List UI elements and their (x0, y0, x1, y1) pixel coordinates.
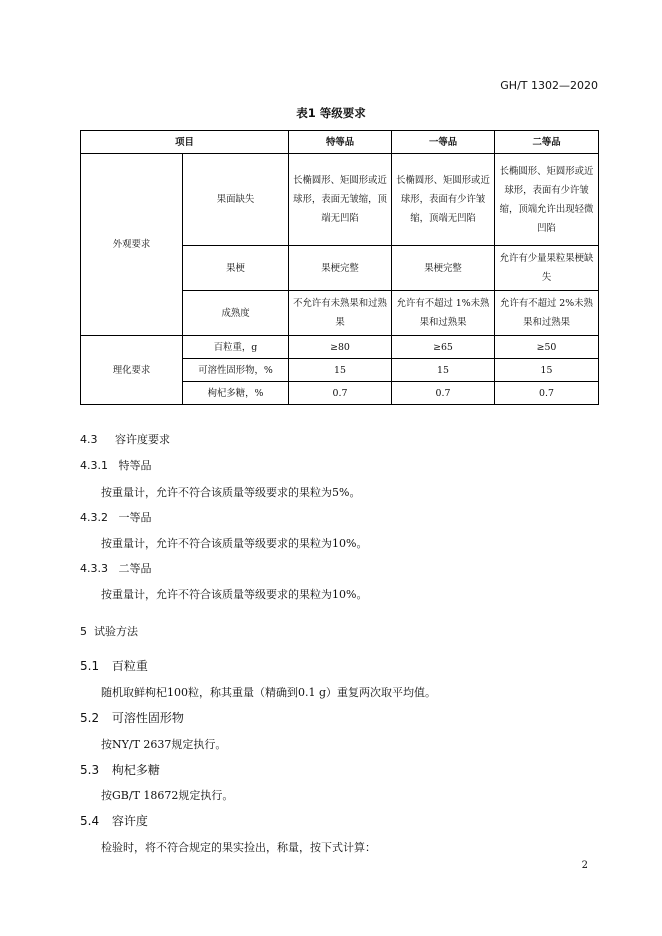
section-5-4-text: 检验时，将不符合规定的果实捡出，称量，按下式计算： (101, 841, 376, 854)
document-code: GH/T 1302—2020 (500, 79, 598, 92)
section-5-2-heading (80, 709, 184, 726)
section-5-heading (80, 623, 138, 639)
cell: ≥50 (495, 336, 599, 359)
cell: 15 (495, 359, 599, 382)
section-title: 特等品 (118, 459, 152, 472)
row-name: 百粒重，g (183, 336, 289, 359)
section-number: 5.3 (80, 763, 100, 777)
section-number: 5.4 (80, 814, 100, 828)
section-number: 5.2 (80, 711, 100, 725)
table-title: 表1 等级要求 (296, 106, 366, 120)
section-number: 5 (80, 625, 87, 638)
section-number: 4.3.1 (80, 459, 108, 472)
group-appearance: 外观要求 (81, 154, 183, 336)
cell: 果梗完整 (392, 246, 495, 291)
section-number: 5.1 (80, 659, 100, 673)
row-name: 果面缺失 (183, 154, 289, 246)
cell: 不允许有未熟果和过熟果 (289, 291, 392, 336)
cell: 果梗完整 (289, 246, 392, 291)
page-number: 2 (581, 860, 588, 871)
cell: ≥80 (289, 336, 392, 359)
cell: 长椭圆形、矩圆形或近球形，表面有少许皱缩，顶端无凹陷 (392, 154, 495, 246)
cell: 0.7 (495, 382, 599, 405)
section-title: 二等品 (118, 562, 152, 575)
section-number: 4.3.2 (80, 511, 108, 524)
section-4-3-3-text: 按重量计，允许不符合该质量等级要求的果粒为10%。 (101, 588, 368, 601)
section-4-3-3-heading (80, 560, 152, 576)
header-grade-second: 二等品 (495, 131, 599, 154)
section-5-1-text: 随机取鲜枸杞100粒，称其重量（精确到0.1 g）重复两次取平均值。 (101, 686, 437, 699)
group-physchem: 理化要求 (81, 336, 183, 405)
table-header-row (81, 131, 599, 154)
section-title: 试验方法 (94, 625, 138, 638)
section-5-2-text: 按NY/T 2637规定执行。 (101, 738, 227, 751)
row-name: 果梗 (183, 246, 289, 291)
header-grade-first: 一等品 (392, 131, 495, 154)
section-4-3-1-heading (80, 457, 152, 473)
section-number: 4.3.3 (80, 562, 108, 575)
cell: 允许有少量果粒果梗缺失 (495, 246, 599, 291)
section-4-3-2-text: 按重量计，允许不符合该质量等级要求的果粒为10%。 (101, 537, 368, 550)
row-name: 可溶性固形物，% (183, 359, 289, 382)
cell: 15 (289, 359, 392, 382)
cell: ≥65 (392, 336, 495, 359)
cell: 允许有不超过 2%未熟果和过熟果 (495, 291, 599, 336)
cell: 允许有不超过 1%未熟果和过熟果 (392, 291, 495, 336)
cell: 长椭圆形、矩圆形或近球形，表面有少许皱缩，顶端允许出现轻微凹陷 (495, 154, 599, 246)
section-title: 百粒重 (111, 659, 148, 673)
table-row (81, 336, 599, 359)
section-4-3-1-text: 按重量计，允许不符合该质量等级要求的果粒为5%。 (101, 486, 361, 499)
section-4-3-heading (80, 431, 170, 447)
section-title: 枸杞多糖 (111, 763, 160, 777)
row-name: 枸杞多糖，% (183, 382, 289, 405)
header-item: 项目 (81, 131, 289, 154)
cell: 长椭圆形、矩圆形或近球形，表面无皱缩，顶端无凹陷 (289, 154, 392, 246)
cell: 0.7 (289, 382, 392, 405)
row-name: 成熟度 (183, 291, 289, 336)
section-title: 一等品 (118, 511, 152, 524)
grade-requirements-table (80, 130, 599, 405)
section-5-3-heading (80, 761, 160, 778)
section-title: 容许度要求 (115, 433, 170, 446)
table-row (81, 154, 599, 246)
cell: 15 (392, 359, 495, 382)
section-4-3-2-heading (80, 509, 152, 525)
header-grade-special: 特等品 (289, 131, 392, 154)
section-title: 可溶性固形物 (111, 711, 184, 725)
section-5-3-text: 按GB/T 18672规定执行。 (101, 789, 234, 802)
section-5-1-heading (80, 657, 148, 674)
cell: 0.7 (392, 382, 495, 405)
section-5-4-heading (80, 812, 148, 829)
section-number: 4.3 (80, 433, 98, 446)
section-title: 容许度 (111, 814, 148, 828)
